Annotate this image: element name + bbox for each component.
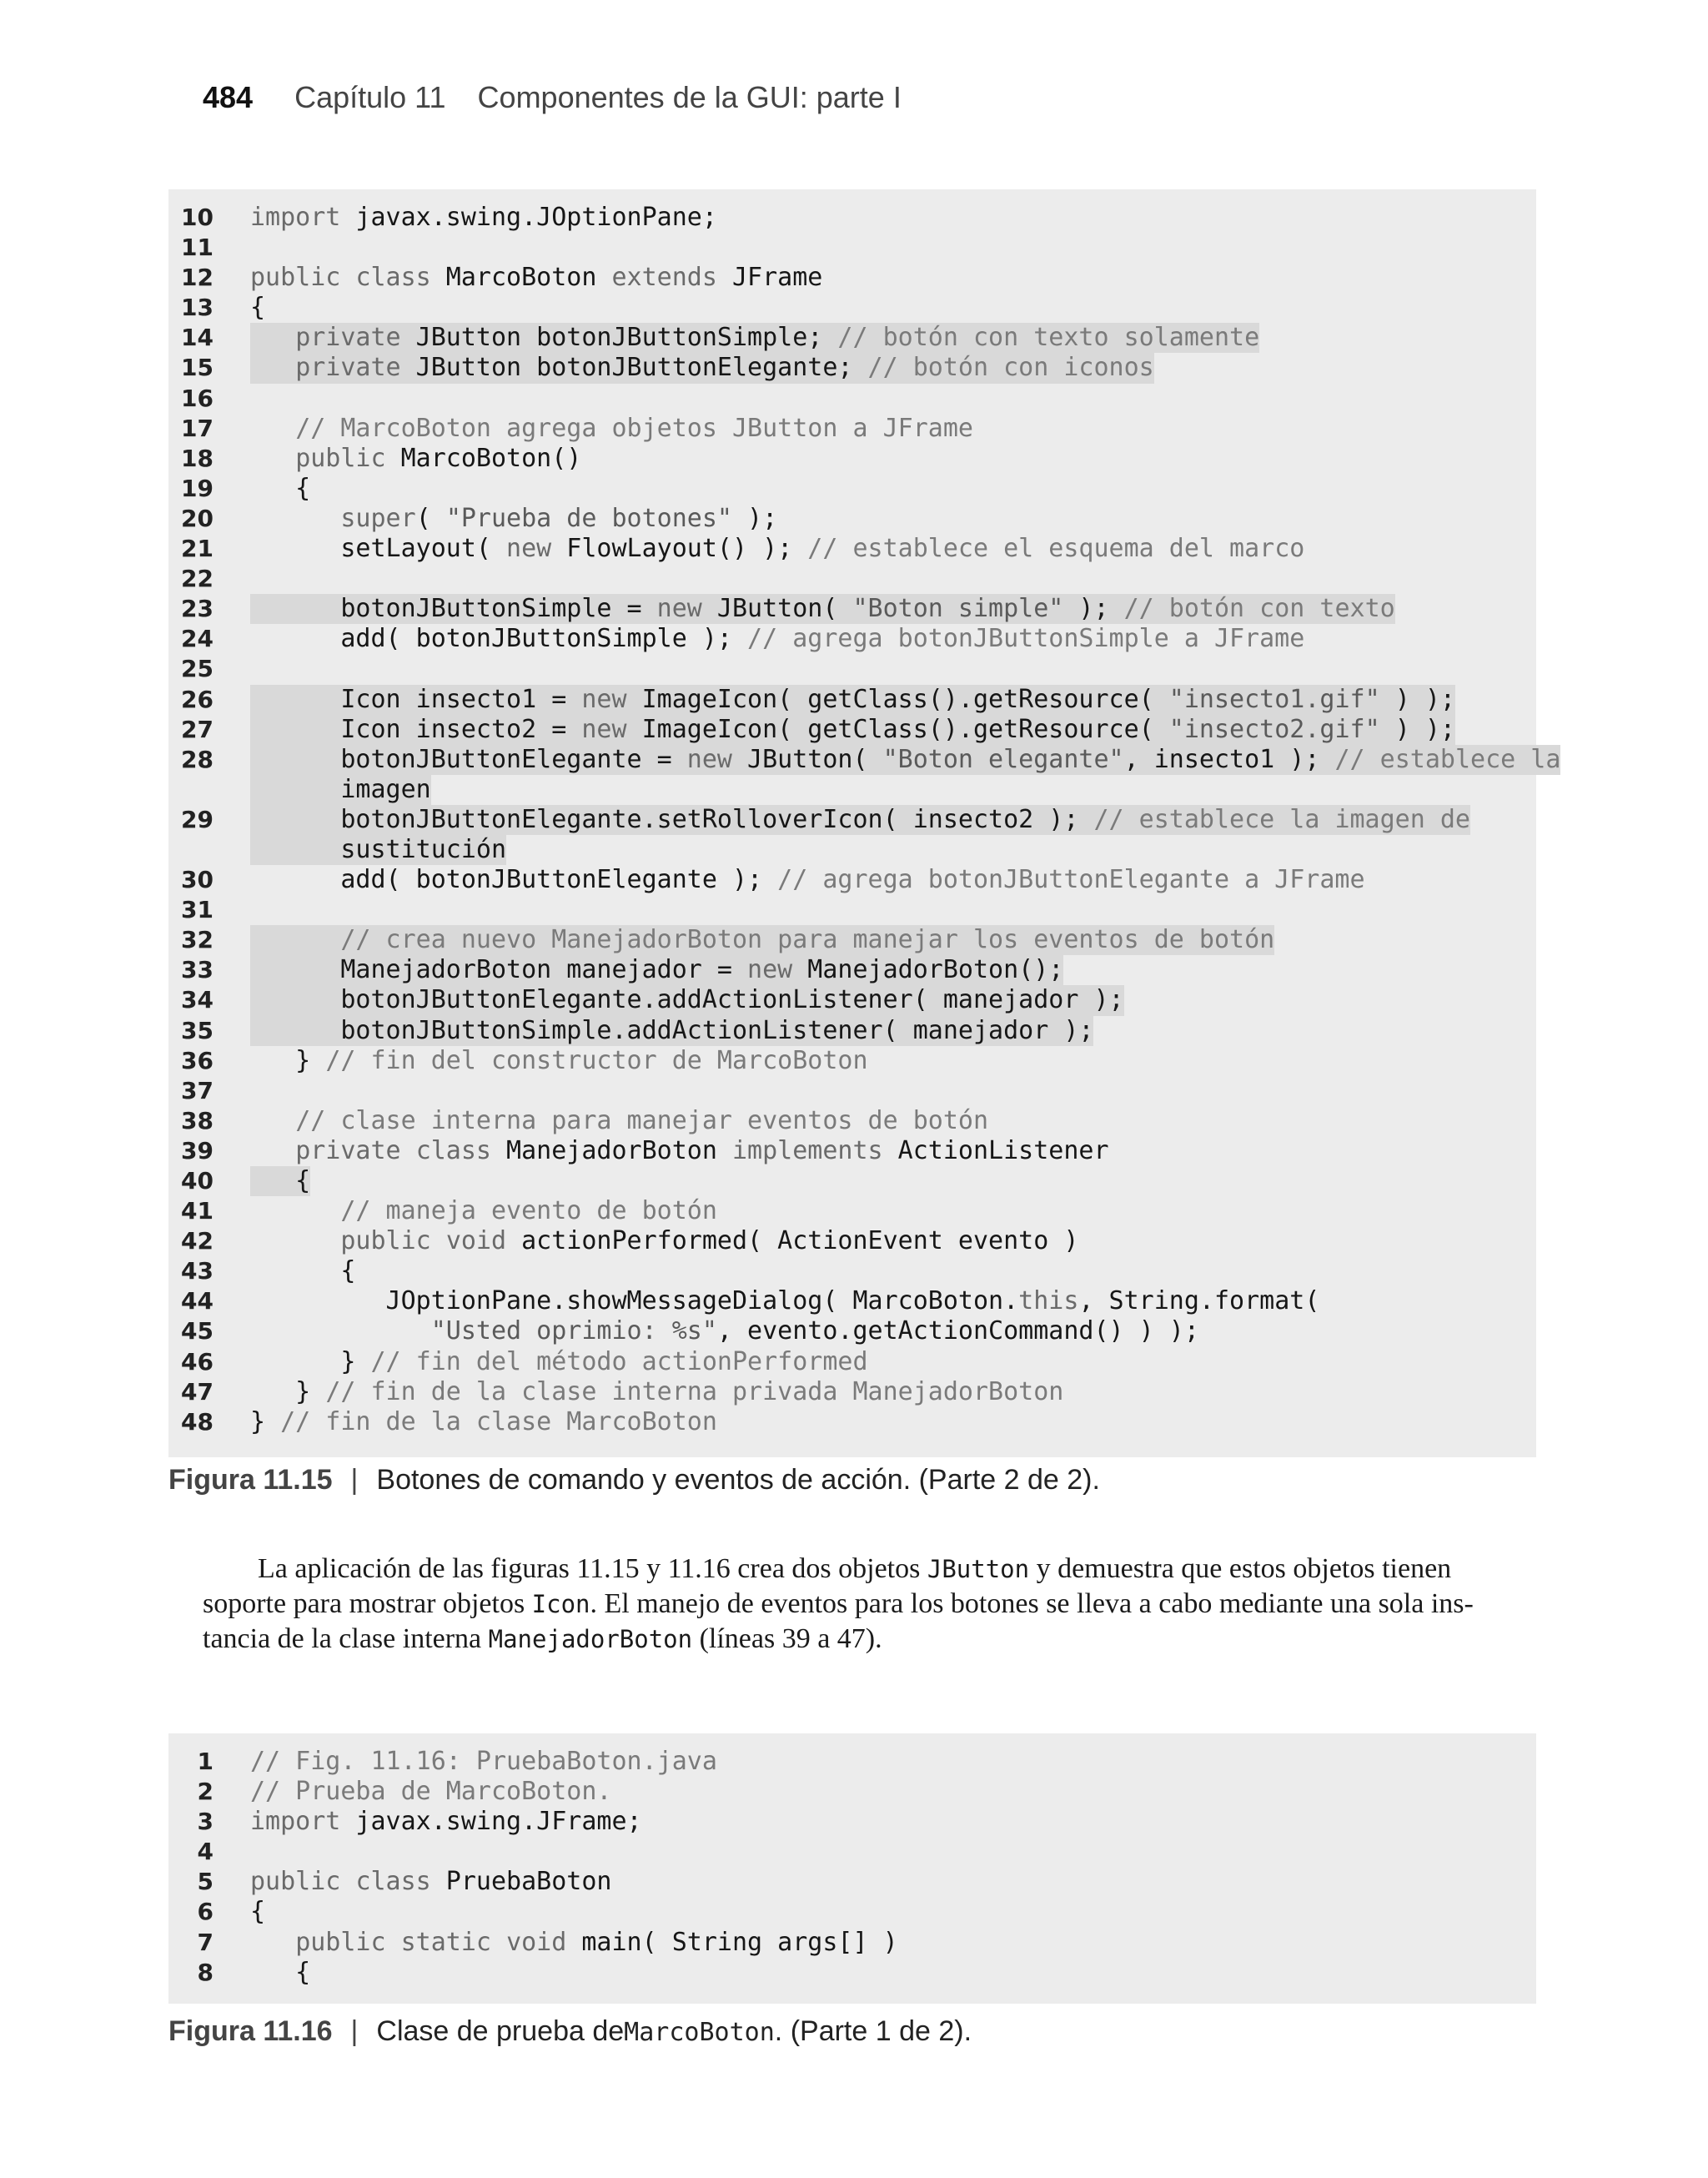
code-lines	[168, 203, 1560, 1437]
inline-code: JButton	[927, 1555, 1030, 1583]
code-line	[168, 985, 1560, 1015]
code-text: private JButton botonJButtonElegante; // botón con iconos	[250, 353, 1154, 383]
line-number: 44	[181, 1287, 214, 1315]
code-line	[168, 263, 1560, 293]
code-line	[168, 925, 1560, 955]
code-line	[168, 1286, 1560, 1316]
line-number: 45	[181, 1317, 214, 1346]
code-line	[168, 775, 1560, 805]
paragraph-line	[203, 1552, 1504, 1587]
code-line	[168, 1196, 1560, 1226]
code-line	[168, 1076, 1560, 1106]
code-text: {	[250, 1897, 266, 1927]
line-number: 6	[197, 1898, 214, 1926]
code-text: botonJButtonSimple = new JButton( "Boton simple" ); // botón con texto	[250, 594, 1395, 624]
code-line	[168, 504, 1560, 534]
figure-caption-11-16	[168, 2015, 972, 2057]
code-line	[168, 1928, 898, 1958]
code-text: public MarcoBoton()	[295, 443, 582, 473]
inline-code: Icon	[531, 1590, 590, 1618]
code-text: Icon insecto1 = new ImageIcon( getClass().getResource( "insecto1.gif" ) );	[250, 684, 1455, 714]
code-text: setLayout( new FlowLayout() ); // establece el esquema del marco	[250, 534, 1305, 564]
inline-code: ManejadorBoton	[488, 1625, 693, 1653]
code-line	[168, 895, 1560, 925]
code-text: {	[250, 293, 266, 323]
code-line	[168, 624, 1560, 654]
code-line	[168, 865, 1560, 895]
code-line	[168, 1897, 898, 1927]
line-number: 25	[181, 655, 214, 683]
code-text: JOptionPane.showMessageDialog( MarcoBoton.this, String.format(	[250, 1286, 1320, 1316]
code-line	[168, 1316, 1560, 1346]
code-text: } // fin del método actionPerformed	[250, 1346, 868, 1376]
code-text: botonJButtonElegante.setRolloverIcon( insecto2 ); // establece la imagen de	[250, 804, 1470, 834]
line-number: 34	[181, 986, 214, 1014]
code-text: ManejadorBoton manejador = new ManejadorBoton();	[250, 955, 1064, 985]
text-run: tancia de la clase interna	[203, 1623, 489, 1654]
code-line	[168, 1166, 1560, 1196]
line-number: 21	[181, 535, 214, 563]
code-line	[168, 564, 1560, 594]
line-number: 27	[181, 715, 214, 743]
line-number: 20	[181, 504, 214, 532]
code-text: botonJButtonElegante = new JButton( "Boton elegante", insecto1 ); // establece la	[250, 744, 1561, 774]
figure-label: Figura 11.16	[168, 2015, 333, 2047]
caption-text: Botones de comando y eventos de acción. (Parte 2 de 2).	[376, 1464, 1100, 1496]
line-number: 30	[181, 866, 214, 894]
code-line	[168, 1407, 1560, 1437]
code-line	[168, 1837, 898, 1867]
line-number: 13	[181, 294, 214, 322]
caption-separator: |	[350, 2015, 359, 2047]
code-line	[168, 323, 1560, 353]
line-number: 31	[181, 896, 214, 924]
caption-text: Clase de prueba de	[376, 2015, 625, 2047]
code-text: {	[250, 1166, 311, 1195]
code-text: "Usted oprimio: %s", evento.getActionCommand() ) );	[430, 1316, 1199, 1346]
code-line	[168, 1226, 1560, 1256]
code-line	[168, 1377, 1560, 1407]
code-lines	[168, 1747, 898, 1988]
code-text: // clase interna para manejar eventos de botón	[295, 1105, 989, 1135]
code-text: botonJButtonElegante.addActionListener( manejador );	[250, 985, 1124, 1015]
paragraph-line	[203, 1587, 1504, 1622]
code-line	[168, 414, 1560, 444]
line-number	[168, 835, 214, 865]
line-number: 33	[181, 956, 214, 984]
caption-text: . (Parte 1 de 2).	[774, 2015, 972, 2047]
code-line	[168, 805, 1560, 835]
line-number: 5	[197, 1868, 214, 1896]
code-line	[168, 203, 1560, 233]
code-text: // MarcoBoton agrega objetos JButton a JFrame	[295, 413, 973, 443]
line-number: 11	[181, 234, 214, 262]
code-text: // Prueba de MarcoBoton.	[250, 1777, 612, 1807]
caption-inline-code: MarcoBoton	[624, 2018, 775, 2047]
code-text: } // fin del constructor de MarcoBoton	[250, 1045, 868, 1075]
code-line	[168, 1046, 1560, 1076]
line-number: 36	[181, 1046, 214, 1074]
code-line	[168, 233, 1560, 263]
line-number: 37	[181, 1076, 214, 1104]
line-number: 12	[181, 264, 214, 292]
code-line	[168, 1867, 898, 1897]
line-number: 48	[181, 1407, 214, 1436]
chapter-title: Componentes de la GUI: parte I	[477, 80, 902, 114]
code-text: sustitución	[250, 834, 507, 864]
line-number: 2	[197, 1778, 214, 1806]
caption-separator: |	[350, 1464, 359, 1496]
figure-caption-11-15	[168, 1464, 1100, 1506]
line-number: 8	[197, 1958, 214, 1986]
code-text: // crea nuevo ManejadorBoton para manejar los eventos de botón	[250, 925, 1274, 955]
line-number: 22	[181, 565, 214, 593]
code-line	[168, 654, 1560, 684]
code-text: // maneja evento de botón	[340, 1196, 717, 1226]
code-line	[168, 1807, 898, 1837]
code-text: import javax.swing.JFrame;	[250, 1807, 642, 1837]
code-line	[168, 474, 1560, 504]
line-number: 15	[181, 354, 214, 382]
text-run: (líneas 39 a 47).	[692, 1623, 882, 1654]
chapter-label: Capítulo 11	[294, 80, 446, 114]
line-number	[168, 775, 214, 805]
code-line	[168, 835, 1560, 865]
code-text: public void actionPerformed( ActionEvent evento )	[340, 1226, 1079, 1256]
code-line	[168, 715, 1560, 745]
line-number: 41	[181, 1197, 214, 1225]
line-number: 19	[181, 474, 214, 502]
code-text: botonJButtonSimple.addActionListener( manejador );	[250, 1015, 1094, 1045]
text-run: y demuestra que estos objetos tienen	[1029, 1553, 1452, 1584]
line-number: 32	[181, 926, 214, 954]
text-run: La aplicación de las figuras 11.15 y 11.16 crea dos objetos	[258, 1553, 927, 1584]
code-line	[168, 745, 1560, 775]
line-number: 26	[181, 685, 214, 713]
code-line	[168, 1016, 1560, 1046]
code-text: private class ManejadorBoton implements ActionListener	[295, 1135, 1109, 1165]
code-text: super( "Prueba de botones" );	[340, 503, 778, 533]
text-run: soporte para mostrar objetos	[203, 1588, 532, 1619]
code-line	[168, 1256, 1560, 1286]
line-number: 46	[181, 1347, 214, 1376]
code-line	[168, 1747, 898, 1777]
line-number: 40	[181, 1167, 214, 1195]
line-number: 16	[181, 384, 214, 412]
code-line	[168, 955, 1560, 985]
line-number: 42	[181, 1227, 214, 1255]
line-number: 1	[197, 1748, 214, 1775]
text-run: . El manejo de eventos para los botones se lleva a cabo mediante una sola ins-	[590, 1588, 1474, 1619]
line-number: 35	[181, 1016, 214, 1044]
figure-label: Figura 11.15	[168, 1464, 333, 1496]
code-text: } // fin de la clase MarcoBoton	[250, 1406, 717, 1436]
line-number: 24	[181, 625, 214, 653]
code-text: public class PruebaBoton	[250, 1867, 612, 1897]
code-text: // Fig. 11.16: PruebaBoton.java	[250, 1747, 717, 1776]
code-listing-figure-11-15	[168, 189, 1561, 1457]
code-text: imagen	[250, 774, 431, 804]
line-number: 43	[181, 1257, 214, 1285]
line-number: 4	[197, 1838, 214, 1866]
code-text: } // fin de la clase interna privada ManejadorBoton	[250, 1376, 1064, 1406]
line-number: 39	[181, 1136, 214, 1164]
line-number: 7	[197, 1928, 214, 1956]
code-text: import javax.swing.JOptionPane;	[250, 203, 717, 232]
code-text: public static void main( String args[] )	[295, 1927, 898, 1957]
code-line	[168, 685, 1560, 715]
code-line	[168, 1347, 1560, 1377]
code-line	[168, 1136, 1560, 1166]
code-text: public class MarcoBoton extends JFrame	[250, 263, 823, 293]
body-paragraph	[203, 1552, 1504, 1657]
code-line	[168, 293, 1560, 323]
code-line	[168, 444, 1560, 474]
code-text: add( botonJButtonSimple ); // agrega botonJButtonSimple a JFrame	[250, 624, 1305, 654]
code-line	[168, 594, 1560, 624]
code-line	[168, 1777, 898, 1807]
line-number: 18	[181, 444, 214, 472]
line-number: 23	[181, 595, 214, 623]
line-number: 29	[181, 805, 214, 833]
line-number: 28	[181, 745, 214, 773]
code-line	[168, 353, 1560, 383]
code-text: {	[250, 1256, 356, 1286]
code-text: {	[250, 473, 311, 503]
code-text: {	[250, 1957, 311, 1987]
code-text: Icon insecto2 = new ImageIcon( getClass().getResource( "insecto2.gif" ) );	[250, 714, 1455, 744]
page-header	[203, 80, 902, 122]
code-line	[168, 534, 1560, 564]
code-listing-figure-11-16	[168, 1733, 1536, 2004]
code-text: private JButton botonJButtonSimple; // botón con texto solamente	[250, 323, 1259, 353]
code-line	[168, 1106, 1560, 1136]
line-number: 47	[181, 1377, 214, 1406]
line-number: 3	[197, 1808, 214, 1836]
line-number: 38	[181, 1106, 214, 1134]
line-number: 14	[181, 324, 214, 352]
line-number: 10	[181, 204, 214, 231]
paragraph-line	[203, 1622, 1504, 1657]
line-number: 17	[181, 414, 214, 442]
code-text: add( botonJButtonElegante ); // agrega botonJButtonElegante a JFrame	[250, 865, 1365, 895]
code-line	[168, 1958, 898, 1988]
page-number: 484	[203, 80, 254, 114]
code-line	[168, 384, 1560, 414]
